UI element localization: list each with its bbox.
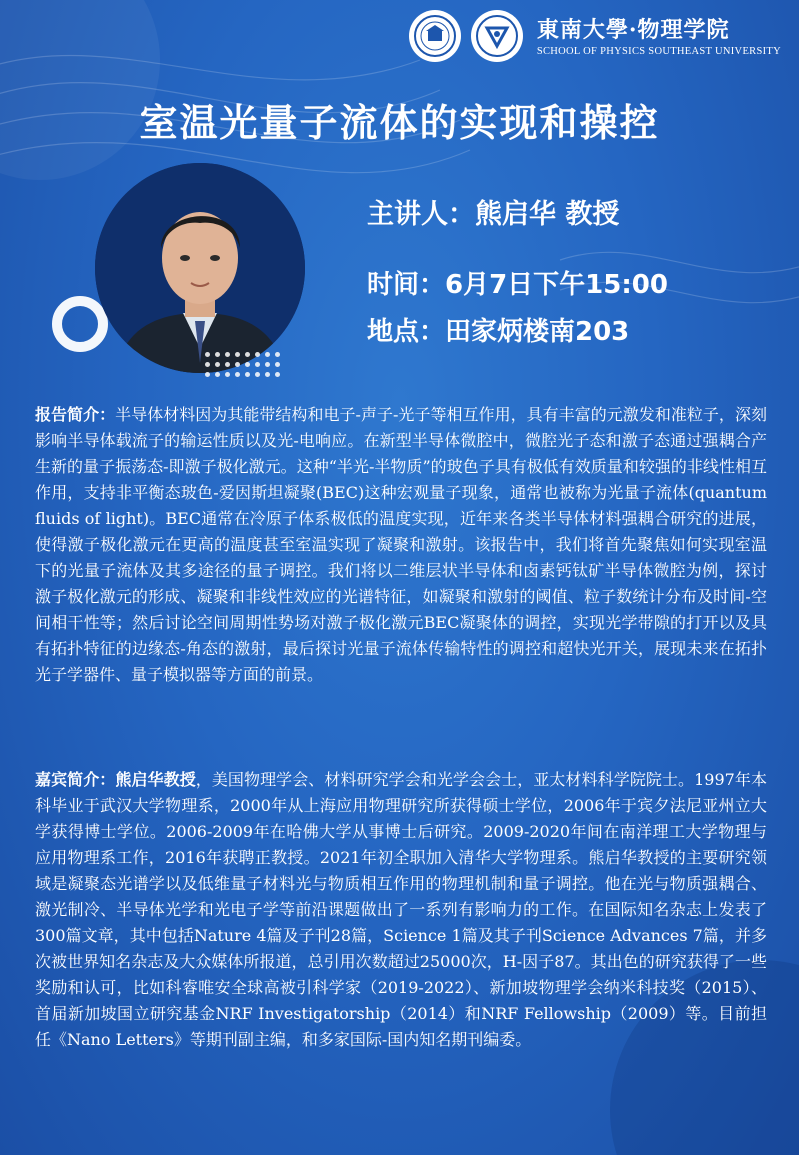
speaker-line: 主讲人：熊启华 教授 bbox=[367, 199, 620, 230]
speaker-photo bbox=[95, 163, 305, 373]
guest-intro bbox=[35, 767, 767, 1053]
brand-name-cn: 東南大學·物理学院 bbox=[536, 16, 730, 43]
lecture-title: 室温光量子流体的实现和操控 bbox=[139, 101, 660, 145]
place-line: 地点：田家炳楼南203 bbox=[367, 317, 630, 347]
guest-name: 熊启华教授 bbox=[115, 770, 196, 789]
guest-body: ，美国物理学会、材料研究学会和光学会会士，亚太材料科学院院士。1997年本科毕业于武汉大学物理系，2000年从上海应用物理研究所获得硕士学位，2006年于宾夕法尼亚州立大学获得博士学位。2006-2009年在哈佛大学从事博士后研究。2009-2020年间在南洋理工大学物理与应用物理系工作，2016年获聘正教授。2021年初全职加入清华大学物理系。熊启华教授的主要研究领域是凝聚态光谱学以及低维量子材料光与物质相互作用的物理机制和量子调控。他在光与物质强耦合、激光制冷、半导体光学和光电子学等前沿课题做出了一系列有影响力的工作。在国际知名杂志上发表了300篇文章，其中包括Nature 4篇及子刊28篇，Science 1篇及其子刊Science Advances 7篇，并多次被世界知名杂志及大众媒体所报道，总引用次数超过25000次，H-因子87。其出色的研究获得了一些奖励和认可，比如科睿唯安全球高被引科学家（2019-2022）、新加坡物理学会纳米科技奖（2015）、首届新加坡国立研究基金NRF Investigatorship（2014）和NRF Fellowship（2009）等。目前担任《Nano Letters》等期刊副主编，和多家国际-国内知名期刊编委。 bbox=[35, 770, 767, 1049]
report-heading: 报告简介： bbox=[35, 405, 116, 424]
university-seal-icon bbox=[409, 10, 461, 62]
header bbox=[409, 10, 781, 62]
lecture-info bbox=[367, 192, 668, 347]
school-brand bbox=[537, 16, 781, 57]
report-intro bbox=[35, 402, 767, 688]
dot-grid-decoration-icon bbox=[205, 352, 285, 382]
physics-school-seal-icon bbox=[471, 10, 523, 62]
guest-heading: 嘉宾简介： bbox=[35, 770, 116, 789]
ring-decoration-icon bbox=[52, 296, 108, 352]
brand-name-en: SCHOOL OF PHYSICS SOUTHEAST UNIVERSITY bbox=[536, 45, 781, 57]
time-line: 时间：6月7日下午15:00 bbox=[367, 270, 668, 300]
report-body: 半导体材料因为其能带结构和电子-声子-光子等相互作用，具有丰富的元激发和准粒子，深刻影响半导体载流子的输运性质以及光-电响应。在新型半导体微腔中，微腔光子态和激子态通过强耦合产生新的量子振荡态-即激子极化激元。这种“半光-半物质”的玻色子具有极低有效质量和较强的非线性相互作用，支持非平衡态玻色-爱因斯坦凝聚(BEC)这种宏观量子现象，通常也被称为光量子流体(quantum fluids of light)。BEC通常在冷原子体系极低的温度实现，近年来各类半导体材料强耦合研究的进展，使得激子极化激元在更高的温度甚至室温实现了凝聚和激射。该报告中，我们将首先聚焦如何实现室温下的光量子流体及其多途径的量子调控。我们将以二维层状半导体和卤素钙钛矿半导体微腔为例，探讨激子极化激元的形成、凝聚和非线性效应的光谱特征，如凝聚和激射的阈值、粒子数统计分布及时间-空间相干性等；然后讨论空间周期性势场对激子极化激元BEC凝聚体的调控，实现光学带隙的打开以及具有拓扑特征的边缘态-角态的激射，最后探讨光量子流体传输特性的调控和超快光开关，展现未来在拓扑光子学器件、量子模拟器等方面的前景。 bbox=[35, 405, 767, 684]
